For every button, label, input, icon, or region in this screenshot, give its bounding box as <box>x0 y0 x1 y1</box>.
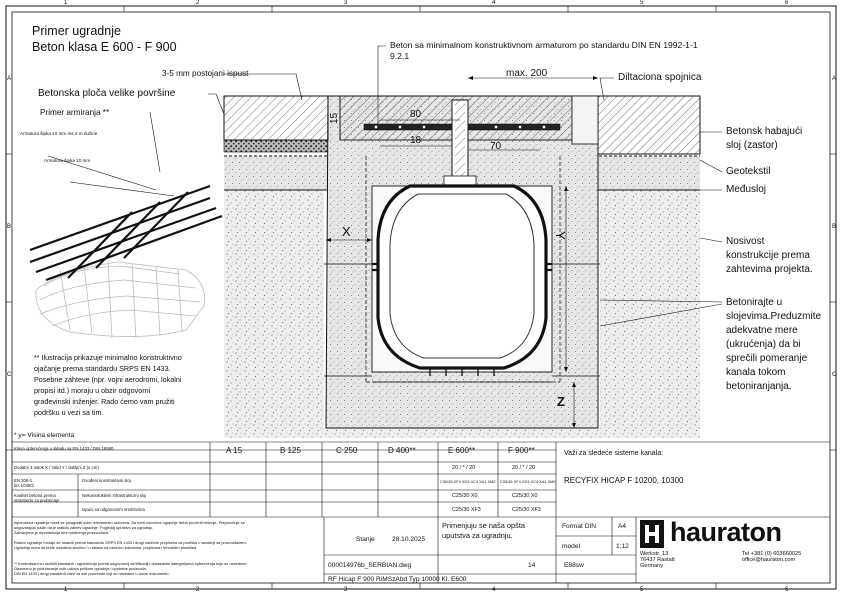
col-label-5: 5 <box>640 0 644 6</box>
wearing-layer-label: Betonsk habajući <box>726 126 803 137</box>
layers-label-2: slojevima.Preduzmite <box>726 311 822 322</box>
state-date: 28.10.2025 <box>392 536 426 543</box>
rebar-standard-label: Beton sa minimalnom konstruktivnom armaturom po standardu DIN EN 1992-1-1 <box>390 40 698 50</box>
row-label-b: B <box>7 224 12 230</box>
fine-print-5: Ugradnja mora da bude izvedena stručno i u skladu sa važećim zakonima, propisima i tehničkim pravilima. <box>14 545 198 550</box>
class-f900: F 900** <box>508 446 535 455</box>
quality-e600-1: C30/45 XF4 XD3 XC4 XA1 XM2 <box>440 479 496 484</box>
language-code: E88sw <box>564 562 584 569</box>
quality-label-1: Kvalitet betona prema <box>14 493 56 498</box>
dimension-15: 15 <box>329 112 340 124</box>
col-label-1-bottom: 1 <box>64 587 68 593</box>
row-label-c-right: C <box>832 372 837 378</box>
fine-print-4: Radovi ugradnje moraju se ostaviti prema standardu SRPS EN 1433 i drugi važećim propisima za podrška u saradnji sa proizvođačem. <box>14 540 247 545</box>
right-slab <box>598 96 700 154</box>
xyz-row-label: Dodatni 3 ostok X / Valid Y / dubljini Z (u cm) <box>14 465 99 470</box>
phone-number: Tel +381 (0) 603660025 <box>742 551 802 557</box>
fine-print-2: odgovarajući način da je statički zahtev ugradnje. Pogledaj uputstvo za ugradnju. <box>14 525 154 530</box>
dimension-x: X <box>342 224 351 239</box>
fine-print-3: Zabranjena je reprodukcija bez odobrenja proizvođača. <box>14 530 109 535</box>
address-street: Werkstr. 13 <box>640 551 669 557</box>
fine-print-6: ** Kontrolisani su različiti standardi i ograničenja prema odgovornoj sertifikaciji i dokazanim kategorijama opterećenja koje su navedene. <box>14 561 248 566</box>
layers-label-6: kanala tokom <box>726 367 786 378</box>
rebar-bar-label-1: Armatura šipka 10 mm ms 2 m dužine <box>20 131 98 136</box>
class-d400: D 400** <box>388 446 416 455</box>
rebar-bar-label-2: Armatura šipka 10 mm <box>44 158 91 163</box>
height-note: * y= Visina elementa <box>14 432 75 439</box>
contact-email: office@hauraton.com <box>742 557 796 563</box>
quality-f900-3: C25/30 XF3 <box>512 507 541 513</box>
col-label-2-bottom: 2 <box>196 587 200 593</box>
channel-inner <box>390 194 534 358</box>
geotextile-label: Geotekstil <box>726 166 771 177</box>
illustration-note-6: podršku u vezi sa tim. <box>34 408 104 417</box>
dimension-70: 70 <box>490 141 502 152</box>
state-label: Stanje <box>356 536 375 543</box>
xyz-f900: 20 / * / 20 <box>512 465 536 471</box>
layers-label-3: adekvatne mere <box>726 325 798 336</box>
dimension-z: Z <box>557 394 565 409</box>
illustration-note-4: propisi itd.) moraju u obzir odgovorni <box>34 386 151 395</box>
sheet-number: 14 <box>528 562 536 569</box>
quality-f900-1: C30/45 XF4 XD3 XC4 XA1 XM2 <box>500 479 556 484</box>
general-note-1: Primenjuju se naša opšta <box>442 521 525 530</box>
standard-label-2: bis 1045/2 <box>14 483 34 488</box>
col-label-1: 1 <box>64 0 68 6</box>
gap-label: 3-5 mm postojani ispust <box>162 69 249 78</box>
row-label-b-right: B <box>832 224 837 230</box>
address-country: Germany <box>640 563 664 569</box>
dimension-y: Y <box>552 231 568 240</box>
fine-print-8: DIN EN 1433 i drugi standardi važe za sve proizvode koji su navedeni u ovom dokumentu. <box>14 571 170 576</box>
dimension-18: 18 <box>410 135 422 146</box>
layer-type-2: Nekonstruktivni infrastrukturni sloj <box>82 493 147 498</box>
format-label: Format DIN <box>562 523 597 530</box>
dimension-80: 80 <box>410 109 422 120</box>
layers-label-7: betoniranjanja. <box>726 381 792 392</box>
layer-type-3: Ispuni sa odgovornim sredstvima <box>82 507 145 512</box>
col-label-6: 6 <box>785 0 789 6</box>
class-b125: B 125 <box>280 446 301 455</box>
col-label-3: 3 <box>344 0 348 6</box>
wearing-layer-label-2: sloj (zastor) <box>726 140 778 151</box>
class-a15: A 15 <box>226 446 243 455</box>
col-label-2: 2 <box>196 0 200 6</box>
class-c250: C 250 <box>336 446 358 455</box>
bearing-label-1: Nosivost <box>726 236 765 247</box>
layer-type-1: Izvođeni konstruktivni sloj <box>82 478 131 483</box>
title-line-1: Primer ugradnje <box>32 24 121 38</box>
class-e600: E 600** <box>448 446 476 455</box>
dilatation-label: Diltaciona spojnica <box>618 72 702 83</box>
xyz-e600: 20 / * / 20 <box>452 465 476 471</box>
row-label-c: C <box>7 372 12 378</box>
general-note-2: uputstva za ugradnju. <box>442 531 513 540</box>
bearing-label-2: konstrukcije prema <box>726 250 810 261</box>
illustration-note-5: građevinski inženjer. Rado ćemo vam pružiti <box>34 397 175 406</box>
max-width-label: max. 200 <box>506 68 548 79</box>
interlayer-label: Međusloj <box>726 184 767 195</box>
row-label-a-right: A <box>832 76 837 82</box>
bearing-label-3: zahtevima projekta. <box>726 264 813 275</box>
col-label-6-bottom: 6 <box>785 587 789 593</box>
rebar-illustration <box>30 112 222 338</box>
brand-name: hauraton <box>670 517 782 547</box>
systems-heading: Važi za sledeće sisteme kanala: <box>564 450 664 457</box>
large-slab-label: Betonska ploča velike površine <box>38 88 176 99</box>
rebar-example-heading: Primer armiranja ** <box>40 108 110 117</box>
standard-label-1: EN 206-1 <box>14 478 33 483</box>
fine-print-1: Isporučena ugradnja mora se prilagoditi svim relevantnim uslovima. Sa svim uslovima ugradnje treba proveriti rešenje. Preporučuje se <box>14 520 245 525</box>
expansion-gap <box>572 96 598 144</box>
format-value: A4 <box>618 523 627 530</box>
col-label-4: 4 <box>492 0 496 6</box>
layers-label-1: Betonirajte u <box>726 297 783 308</box>
col-label-3-bottom: 3 <box>344 587 348 593</box>
col-label-5-bottom: 5 <box>640 587 644 593</box>
hauraton-logo-mark <box>640 520 664 548</box>
illustration-note-3: Posebne zahteve (npr. vojni aerodromi, lokalni <box>34 375 182 384</box>
address-city: 76437 Rastatt <box>640 557 675 563</box>
product-description: RF Hicap F 900 RiMSzAbd Typ 10000 Kl. E600 <box>328 576 467 583</box>
load-class-header: Klasa opterećenja u skladu sa EN 1433 / DIN 19580 <box>14 446 114 451</box>
layers-label-4: (ukrućenja) da bi <box>726 339 801 350</box>
row-label-a: A <box>7 76 12 82</box>
gravel-strip <box>224 140 328 152</box>
quality-f900-2: C25/30 X0 <box>512 493 538 499</box>
col-label-4-bottom: 4 <box>492 587 496 593</box>
quality-e600-2: C25/30 X0 <box>452 493 478 499</box>
illustration-note-1: ** Ilustracija prikazuje minimalno konstruktivno <box>34 353 182 362</box>
scale-label: model <box>562 543 580 550</box>
document-number: 000014976b_SERBIAN.dwg <box>328 562 412 569</box>
rebar-standard-clause: 9.2.1 <box>390 51 410 61</box>
scale-value: 1:12 <box>616 543 629 550</box>
quality-e600-3: C25/30 XF3 <box>452 507 481 513</box>
layers-label-5: sprečili pomeranje <box>726 353 808 364</box>
fine-print-7: Obavezno je pridržavanje ovih uslova prilikom ugradnje i upotrebe proizvoda. <box>14 566 147 571</box>
title-line-2: Beton klasa E 600 - F 900 <box>32 40 177 54</box>
quality-label-2: standardu za podsticaje <box>14 498 60 503</box>
illustration-note-2: ojačanje prema standardu SRPS EN 1433. <box>34 364 171 373</box>
systems-value: RECYFIX HICAP F 10200, 10300 <box>564 476 684 485</box>
left-slab <box>224 96 328 140</box>
